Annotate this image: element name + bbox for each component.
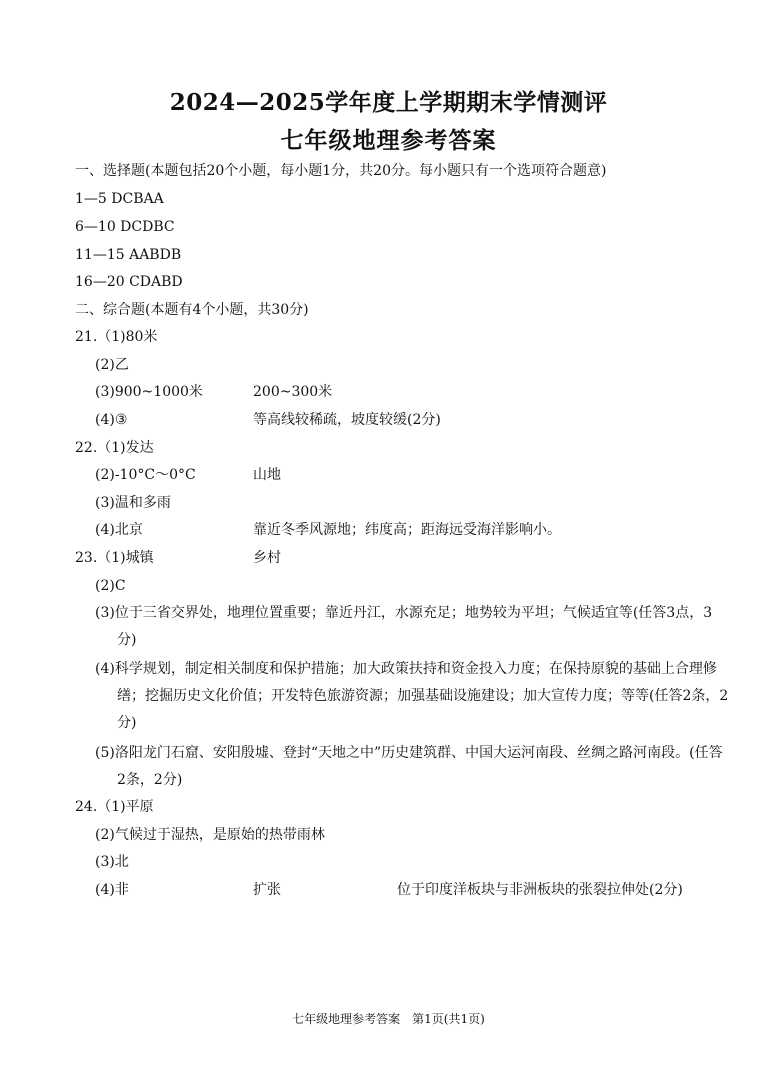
q23-part3 [95, 600, 729, 654]
q24-part3: (3)北 [95, 854, 129, 870]
q23-part4-text: (4)科学规划，制定相关制度和保护措施；加大政策扶持和资金投入力度；在保持原貌的基础上合理修缮；挖掘历史文化价值；开发特色旅游资源；加强基础设施建设；加大宣传力度；等等(任答2条，2分) [95, 661, 729, 731]
q23-part5-text: (5)洛阳龙门石窟、安阳殷墟、登封“天地之中”历史建筑群、中国大运河南段、丝绸之路河南段。(任答2条，2分) [95, 745, 723, 788]
q24-part4a: (4)非 [95, 882, 129, 898]
q23-part1b: 乡村 [253, 550, 281, 566]
page-footer: 七年级地理参考答案 第1页(共1页) [292, 1012, 485, 1026]
answer-line-4: 16—20 CDABD [75, 274, 183, 290]
q21-part2: (2)乙 [95, 357, 129, 373]
q22-part4b: 靠近冬季风源地；纬度高；距海远受海洋影响小。 [253, 522, 561, 538]
q21-part3a: (3)900~1000米 [95, 384, 203, 400]
q23-part5 [95, 740, 729, 794]
page-subtitle: 七年级地理参考答案 [280, 127, 497, 154]
q21-part4a: (4)③ [95, 412, 128, 428]
q24-part4b: 扩张 [253, 882, 281, 898]
q21-part4b: 等高线较稀疏，坡度较缓(2分) [253, 412, 441, 428]
q22-part4a: (4)北京 [95, 522, 143, 538]
q23-part4 [95, 656, 729, 737]
answer-line-3: 11—15 AABDB [75, 247, 182, 263]
q24-part4c: 位于印度洋板块与非洲板块的张裂拉伸处(2分) [397, 882, 683, 898]
q23-part1a: 23.（1)城镇 [75, 550, 154, 566]
answer-line-2: 6—10 DCDBC [75, 219, 175, 235]
q24-part2: (2)气候过于湿热，是原始的热带雨林 [95, 827, 325, 843]
q22-part2a: (2)-10°C～0°C [95, 467, 196, 483]
q22-part3: (3)温和多雨 [95, 495, 171, 511]
section2-heading: 二、综合题(本题有4个小题，共30分) [75, 302, 309, 318]
q22-part2b: 山地 [253, 467, 281, 483]
answer-line-1: 1—5 DCBAA [75, 191, 164, 207]
section1-heading: 一、选择题(本题包括20个小题，每小题1分，共20分。每小题只有一个选项符合题意) [75, 163, 607, 179]
q22-part1: 22.（1)发达 [75, 440, 154, 456]
q24-part1: 24.（1)平原 [75, 799, 154, 815]
q23-part2: (2)C [95, 578, 126, 594]
page-title: 2024—2025学年度上学期期末学情测评 [169, 89, 608, 116]
q23-part3-text: (3)位于三省交界处，地理位置重要；靠近丹江，水源充足；地势较为平坦；气候适宜等(任答3点，3分) [95, 605, 713, 648]
q21-part1: 21.（1)80米 [75, 329, 158, 345]
q21-part3b: 200~300米 [253, 384, 333, 400]
